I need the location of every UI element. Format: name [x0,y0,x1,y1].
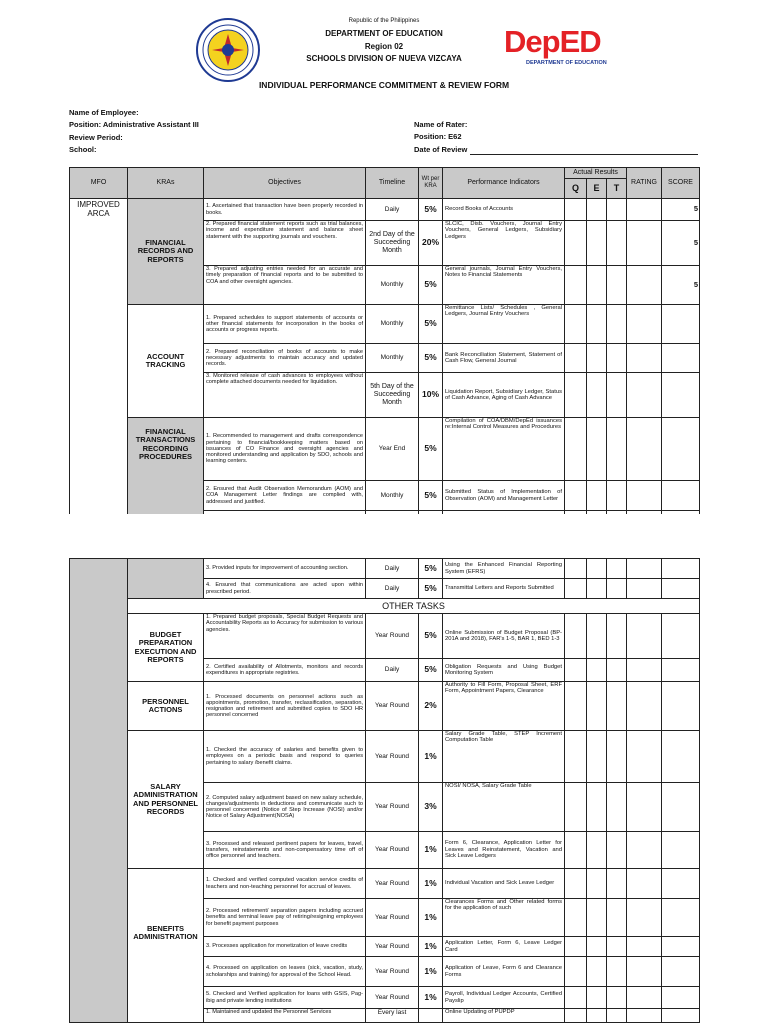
table-row [70,559,700,579]
indicator-cell: Authority to Fill Form, Proposal Sheet, ERF Form, Appointment Papers, Clearance [443,682,565,731]
objective-cell: 2. Prepared reconciliation of books of accounts to make necessary adjustments to maintain accuracy and updated records. [204,344,366,373]
timeline-cell: 5th Day of the Succeeding Month [366,373,419,418]
objective-cell: 2. Ensured that Audit Observation Memorandum (AOM) and COA Management Letter findings are complied with, addressed and justified. [204,481,366,511]
table-row [70,614,700,659]
weight-cell: 10% [419,373,443,418]
objective-cell: 2. Computed salary adjustment based on new salary schedule, changes/adjustments in deductions and communicate such to personnel concerned (Notice of Step Increase (NOSI) and/or Notice of Salary Adjustment(NOSA) [204,783,366,832]
kra-financial-transactions: FINANCIAL TRANSACTIONS RECORDING PROCEDURES [128,418,204,541]
division-text: SCHOOLS DIVISION OF NUEVA VIZCAYA [306,54,462,63]
republic-text: Republic of the Philippines [348,18,420,24]
timeline-cell: Year Round [366,614,419,659]
table-row [70,305,700,344]
indicator-cell: General journals, Journal Entry Vouchers, Notes to Financial Statements [443,266,565,305]
indicator-cell: Application of Leave, Form 6 and Clearance Forms [443,957,565,987]
objective-cell: 1. Checked the accuracy of salaries and benefits given to employees on a periodic basis and respond to queries pertaining to salary /benefit claims. [204,731,366,783]
indicator-cell: Remittance Lists/ Schedules , General Ledgers, Journal Entry Vouchers [443,305,565,344]
objective-cell: 3. Prepared adjusting entries needed for an accurate and timely preparation of financial reports and to be submitted to COA and other oversight agencies. [204,266,366,305]
objective-cell: 4. Ensured that communications are acted upon within prescribed period. [204,579,366,599]
objective-cell: 3. Processed and released pertinent papers for leaves, travel, transfers, reinstatements and non-compensatory time off of office personnel and teachers. [204,832,366,869]
timeline-cell: Year Round [366,783,419,832]
objective-cell: 1. Ascertained that transaction have been properly recorded in books. [204,199,366,221]
weight-cell: 5% [419,344,443,373]
kra-financial-records: FINANCIAL RECORDS AND REPORTS [128,199,204,305]
timeline-cell: Monthly [366,266,419,305]
col-indicators: Performance Indicators [443,168,565,199]
indicator-cell: SLCIC, Disb. Vouchers, Journal Entry Vouchers, General Ledgers, Subsidiary Ledgers [443,221,565,266]
objective-cell: 1. Checked and verified computed vacation service credits of teachers and non-teaching personnel for accrual of leaves. [204,869,366,899]
timeline-cell: 2nd Day of the Succeeding Month [366,221,419,266]
weight-cell: 1% [419,869,443,899]
col-actual-results: Actual Results [565,168,627,179]
indicator-cell: NOSI/ NOSA, Salary Grade Table [443,783,565,832]
timeline-cell: Year Round [366,832,419,869]
score-cell: 5 [662,266,700,305]
indicator-cell: Using the Enhanced Financial Reporting System (EFRS) [443,559,565,579]
weight-cell: 2% [419,682,443,731]
objective-cell: 1. Prepared schedules to support statements of accounts or other financial statements for incorporation in the books of accounts or progress reports. [204,305,366,344]
objective-cell: 1. Prepared budget proposals, Special Budget Requests and Accountability Reports as to Accuracy for submission to various agencies. [204,614,366,659]
weight-cell: 1% [419,987,443,1009]
timeline-cell: Monthly [366,344,419,373]
weight-cell: 1% [419,731,443,783]
rater-position-label: Position: E62 [414,132,462,141]
review-date-line [470,154,698,155]
col-wt: Wt per KRA [419,168,443,199]
kra-personnel-actions: PERSONNEL ACTIONS [128,682,204,731]
deped-logo-sub: DEPARTMENT OF EDUCATION [526,60,607,66]
col-rating: RATING [627,168,662,199]
weight-cell: 5% [419,418,443,481]
indicator-cell: Individual Vacation and Sick Leave Ledger [443,869,565,899]
deped-logo [504,24,612,74]
score-cell: 5 [662,199,700,221]
objective-cell: 2. Certified availability of Allotments, monitors and records expenditures in appropriate registries. [204,659,366,682]
performance-table-page2 [69,558,700,1023]
employee-name-label: Name of Employee: [69,108,139,117]
indicator-cell: Payroll, Individual Ledger Accounts, Certified Payslip [443,987,565,1009]
objective-cell: 1. Maintained and updated the Personnel Services [204,1009,366,1023]
timeline-cell: Daily [366,559,419,579]
indicator-cell: Submitted Status of Implementation of Observation (AOM) and Management Letter [443,481,565,511]
table-row [70,869,700,899]
kra-continued [128,559,204,599]
objective-cell: 5. Checked and Verified application for loans with GSIS, Pag-ibig and private lending institutions [204,987,366,1009]
table-row [70,682,700,731]
timeline-cell: Year Round [366,869,419,899]
weight-cell: 3% [419,783,443,832]
timeline-cell: Year End [366,418,419,481]
table-row [70,731,700,783]
timeline-cell: Year Round [366,957,419,987]
indicator-cell: Transmittal Letters and Reports Submitted [443,579,565,599]
review-period-label: Review Period: [69,133,123,142]
weight-cell: 5% [419,481,443,511]
indicator-cell: Application Letter, Form 6, Leave Ledger Card [443,937,565,957]
timeline-cell: Year Round [366,987,419,1009]
indicator-cell: Bank Reconciliation Statement, Statement of Cash Flow, General Journal [443,344,565,373]
weight-cell: 5% [419,199,443,221]
weight-cell: 1% [419,937,443,957]
indicator-cell: Form 6, Clearance, Application Letter for Leaves and Reinstatement, Vacation and Sick Leave Ledgers [443,832,565,869]
timeline-cell: Daily [366,199,419,221]
weight-cell: 1% [419,957,443,987]
col-score: SCORE [662,168,700,199]
objective-cell: 1. Recommended to management and drafts correspondence pertaining to financial/bookkeeping matters based on issuances of CO Finance and oversight agencies and monitored understanding and application by SDO, schools and learning centers. [204,418,366,481]
col-timeline: Timeline [366,168,419,199]
page-break [0,514,768,556]
indicator-cell: Obligation Requests and Using Budget Monitoring System [443,659,565,682]
weight-cell: 1% [419,899,443,937]
col-objectives: Objectives [204,168,366,199]
deped-logo-text: DepED [504,24,601,59]
objective-cell: 2. Prepared financial statement reports such as trial balances, income and expenditure statement and balance sheet statement with the supporting journals and vouchers. [204,221,366,266]
deped-seal [196,18,260,82]
objective-cell: 2. Processed retirement/ separation papers including accrued benefits and terminal leave pay of retiring/resigning employees for benefit payment purposes [204,899,366,937]
table-row [70,599,700,614]
objective-cell: 3. Processes application for monetization of leave credits [204,937,366,957]
timeline-cell: Monthly [366,305,419,344]
employee-position-label: Position: Administrative Assistant III [69,120,199,129]
weight-cell: 5% [419,305,443,344]
weight-cell: 5% [419,579,443,599]
col-e: E [587,179,607,199]
indicator-cell: Compilation of COA/DBM/DepEd issuances re:Internal Control Measures and Procedures [443,418,565,481]
kra-salary: SALARY ADMINISTRATION AND PERSONNEL RECORDS [128,731,204,869]
indicator-cell: Clearances Forms and Other related forms for the application of such [443,899,565,937]
timeline-cell: Year Round [366,899,419,937]
weight-cell: 5% [419,614,443,659]
dept-title: DEPARTMENT OF EDUCATION [325,29,443,38]
weight-cell: 20% [419,221,443,266]
weight-cell: 1% [419,832,443,869]
timeline-cell: Year Round [366,731,419,783]
performance-table-page1 [69,167,700,541]
col-kras: KRAs [128,168,204,199]
table-row [70,199,700,221]
objective-cell: 4. Processed on application on leaves (sick, vacation, study, scholarships and training) for approval of the School Head. [204,957,366,987]
timeline-cell: Year Round [366,937,419,957]
timeline-cell: Daily [366,579,419,599]
kra-account-tracking: ACCOUNT TRACKING [128,305,204,418]
weight-cell: 5% [419,559,443,579]
timeline-cell: Monthly [366,481,419,511]
rater-name-label: Name of Rater: [414,120,468,129]
col-t: T [607,179,627,199]
weight-cell: 5% [419,266,443,305]
review-date-label: Date of Review [414,145,468,154]
mfo-cell-continued [70,559,128,1023]
score-cell: 5 [662,221,700,266]
timeline-cell: Daily [366,659,419,682]
indicator-cell: Online Updating of PUPDP [443,1009,565,1023]
mfo-cell: IMPROVED ARCA [70,199,128,541]
indicator-cell: Record Books of Accounts [443,199,565,221]
other-tasks-heading: OTHER TASKS [128,599,700,614]
indicator-cell: Online Submission of Budget Proposal (BP-201A and 2018), FAR's 1-5, BAR 1, BED 1-3 [443,614,565,659]
kra-budget: BUDGET PREPARATION EXECUTION AND REPORTS [128,614,204,682]
table-row [70,418,700,481]
timeline-cell: Year Round [366,682,419,731]
weight-cell: 5% [419,659,443,682]
kra-benefits: BENEFITS ADMINISTRATION [128,869,204,1023]
form-title: INDIVIDUAL PERFORMANCE COMMITMENT & REVIEW FORM [258,80,510,90]
col-mfo: MFO [70,168,128,199]
region-text: Region 02 [364,42,404,51]
school-label: School: [69,145,97,154]
objective-cell: 3. Monitored release of cash advances to employees without complete attached documents needed for liquidation. [204,373,366,418]
col-q: Q [565,179,587,199]
timeline-cell: Every last [366,1009,419,1023]
weight-cell [419,1009,443,1023]
objective-cell: 3. Provided inputs for improvement of accounting section. [204,559,366,579]
indicator-cell: Liquidation Report, Subsidiary Ledger, Status of Cash Advance, Aging of Cash Advance [443,373,565,418]
indicator-cell: Salary Grade Table, STEP Increment Computation Table [443,731,565,783]
objective-cell: 1. Processed documents on personnel actions such as appointments, promotion, transfer, reclassification, separation, resignation and retirement and submitted copies to SDO HR personnel concerned [204,682,366,731]
